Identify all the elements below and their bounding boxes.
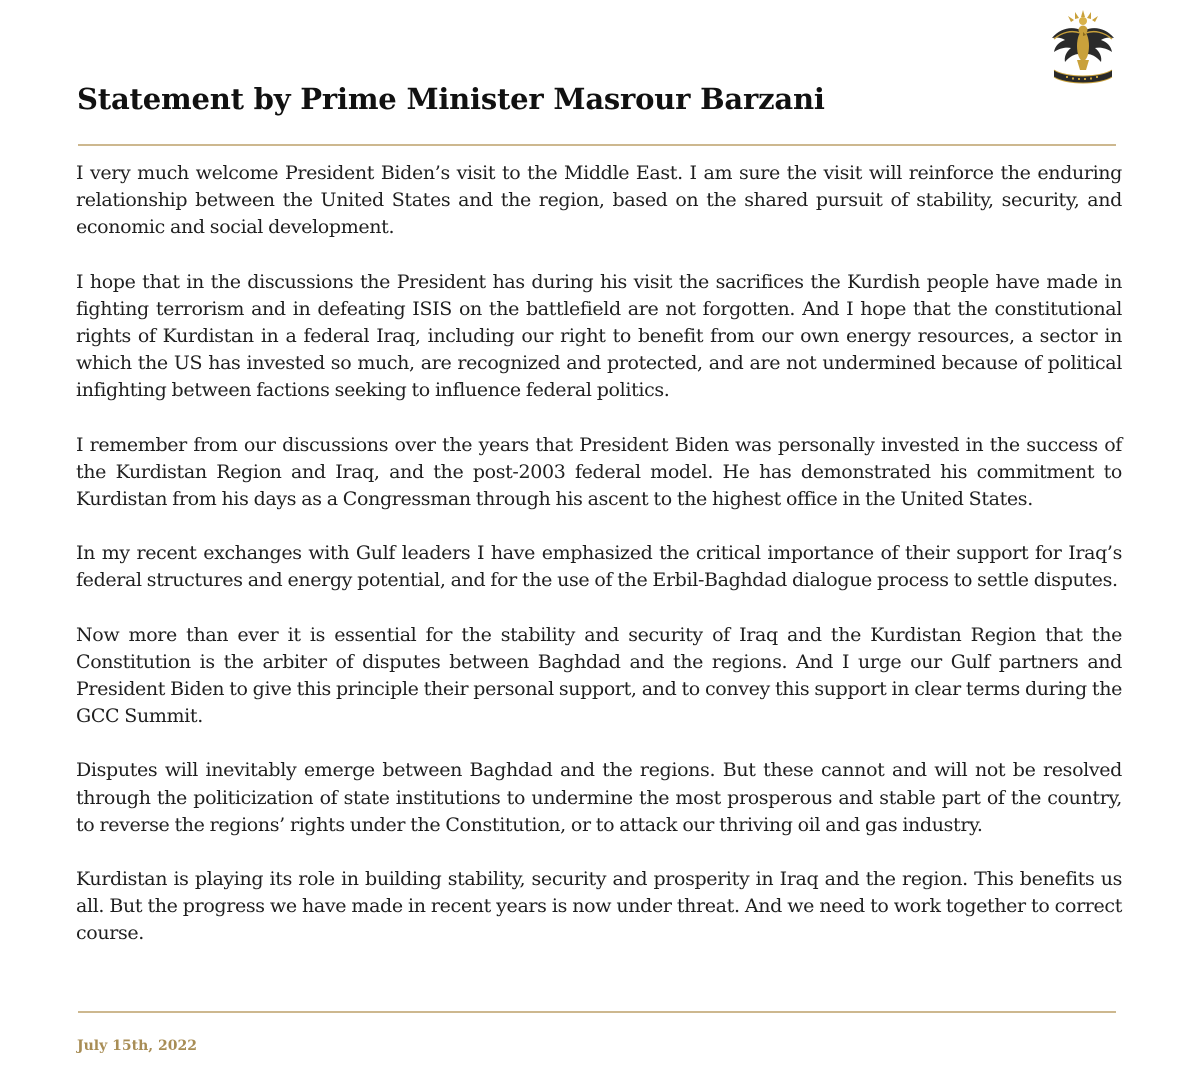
statement-body bbox=[76, 160, 1122, 975]
footer-divider bbox=[78, 1011, 1116, 1013]
paragraph: I hope that in the discussions the President has during his visit the sacrifices the Kurdish people have made in fighting terrorism and in defeating ISIS on the battlefield are not forgotten. And I hope that the constitutional rights of Kurdistan in a federal Iraq, including our right to benefit from our own energy resources, a sector in which the US has invested so much, are recognized and protected, and are not undermined because of political infighting between factions seeking to influence federal politics. bbox=[76, 270, 1122, 402]
paragraph: Disputes will inevitably emerge between Baghdad and the regions. But these cannot and will not be resolved through the politicization of state institutions to undermine the most prosperous and stable part of the country, to reverse the regions’ rights under the Constitution, or to attack our thriving oil and gas industry. bbox=[76, 759, 1122, 836]
krg-eagle-emblem-icon bbox=[1048, 8, 1118, 86]
statement-title: Statement by Prime Minister Masrour Barzani bbox=[77, 82, 825, 116]
paragraph: I remember from our discussions over the years that President Biden was personally invested in the success of the Kurdistan Region and Iraq, and the post-2003 federal model. He has demonstrated his commitment to Kurdistan from his days as a Congressman through his ascent to the highest office in the United States. bbox=[76, 433, 1122, 511]
paragraph: Now more than ever it is essential for the stability and security of Iraq and the Kurdistan Region that the Constitution is the arbiter of disputes between Baghdad and the regions. And I urge our Gulf partners and President Biden to give this principle their personal support, and to convey this support in clear terms during the GCC Summit. bbox=[76, 623, 1122, 728]
statement-date: July 15th, 2022 bbox=[77, 1038, 197, 1054]
paragraph: I very much welcome President Biden’s visit to the Middle East. I am sure the visit will reinforce the enduring relationship between the United States and the region, based on the shared pursuit of stability, security, and economic and social development. bbox=[76, 162, 1122, 239]
header-divider bbox=[78, 144, 1116, 146]
paragraph: Kurdistan is playing its role in building stability, security and prosperity in Iraq and the region. This benefits us all. But the progress we have made in recent years is now under threat. And we need to work together to correct course. bbox=[76, 868, 1122, 945]
paragraph: In my recent exchanges with Gulf leaders I have emphasized the critical importance of their support for Iraq’s federal structures and energy potential, and for the use of the Erbil-Baghdad dialogue process to settle disputes. bbox=[76, 542, 1122, 592]
